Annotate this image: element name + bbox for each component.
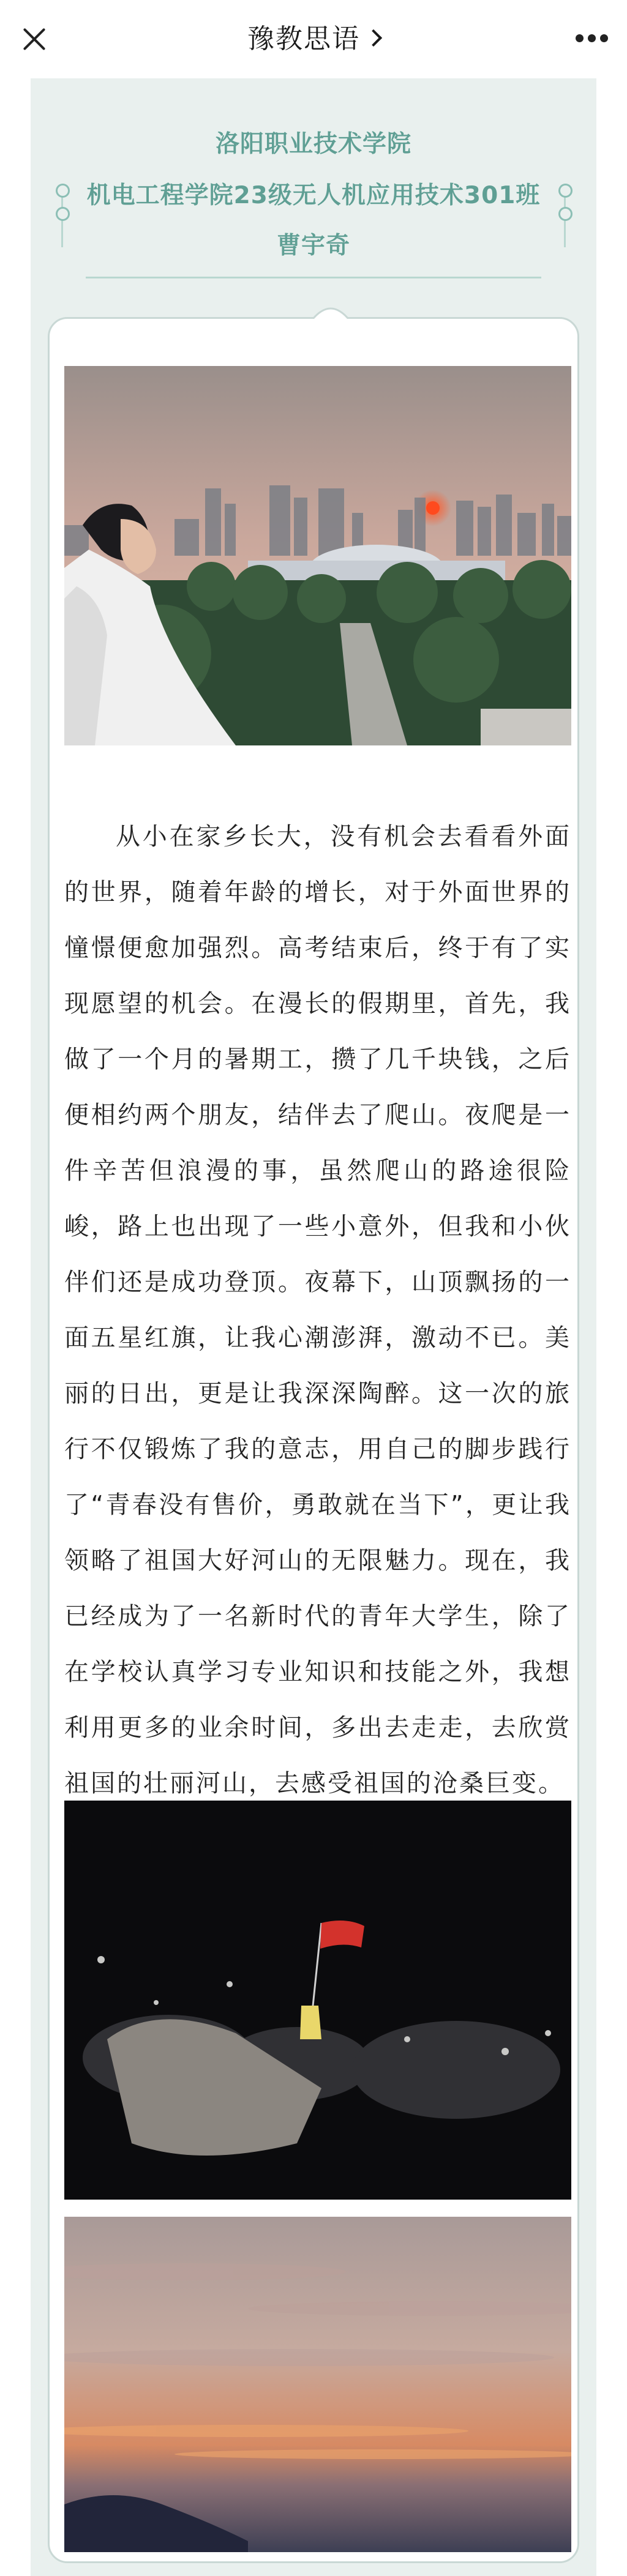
article-header: [31, 78, 596, 286]
card-tab-decoration: [313, 303, 348, 319]
right-ring-decoration-top: [558, 184, 573, 198]
photo-city-sunset[interactable]: [64, 366, 571, 745]
header-divider: [86, 277, 541, 278]
school-name: 洛阳职业技术学院: [215, 130, 411, 158]
left-ring-decoration-top: [56, 184, 70, 198]
chevron-right-icon: [365, 29, 382, 47]
left-ring-decoration-bottom: [56, 207, 70, 221]
class-name: 机电工程学院23级无人机应用技术301班: [86, 182, 541, 209]
top-nav-bar: [0, 0, 627, 78]
photo-sunrise-clouds[interactable]: [64, 2217, 571, 2552]
author-name: 曹宇奇: [276, 232, 350, 259]
right-ring-decoration-bottom: [558, 207, 573, 221]
photo-flag-at-night[interactable]: [64, 1801, 571, 2200]
more-dots-icon[interactable]: [576, 34, 609, 43]
account-title-label: 豫教思语: [247, 23, 360, 54]
article-paragraph: 从小在家乡长大，没有机会去看看外面的世界，随着年龄的增长，对于外面世界的憧憬便愈加强烈。高考结束后，终于有了实现愿望的机会。在漫长的假期里，首先，我做了一个月的暑期工，攒了几千块钱，之后便相约两个朋友，结伴去了爬山。夜爬是一件辛苦但浪漫的事，虽然爬山的路途很险峻，路上也出现了一些小意外，但我和小伙伴们还是成功登顶。夜幕下，山顶飘扬的一面五星红旗，让我心潮澎湃，激动不已。美丽的日出，更是让我深深陶醉。这一次的旅行不仅锻炼了我的意志，用自己的脚步践行了“青春没有售价，勇敢就在当下”，更让我领略了祖国大好河山的无限魅力。现在，我已经成为了一名新时代的青年大学生，除了在学校认真学习专业知识和技能之外，我想利用更多的业余时间，多出去走走，去欣赏祖国的壮丽河山，去感受祖国的沧桑巨变。: [64, 823, 571, 1798]
account-title[interactable]: [0, 22, 627, 56]
